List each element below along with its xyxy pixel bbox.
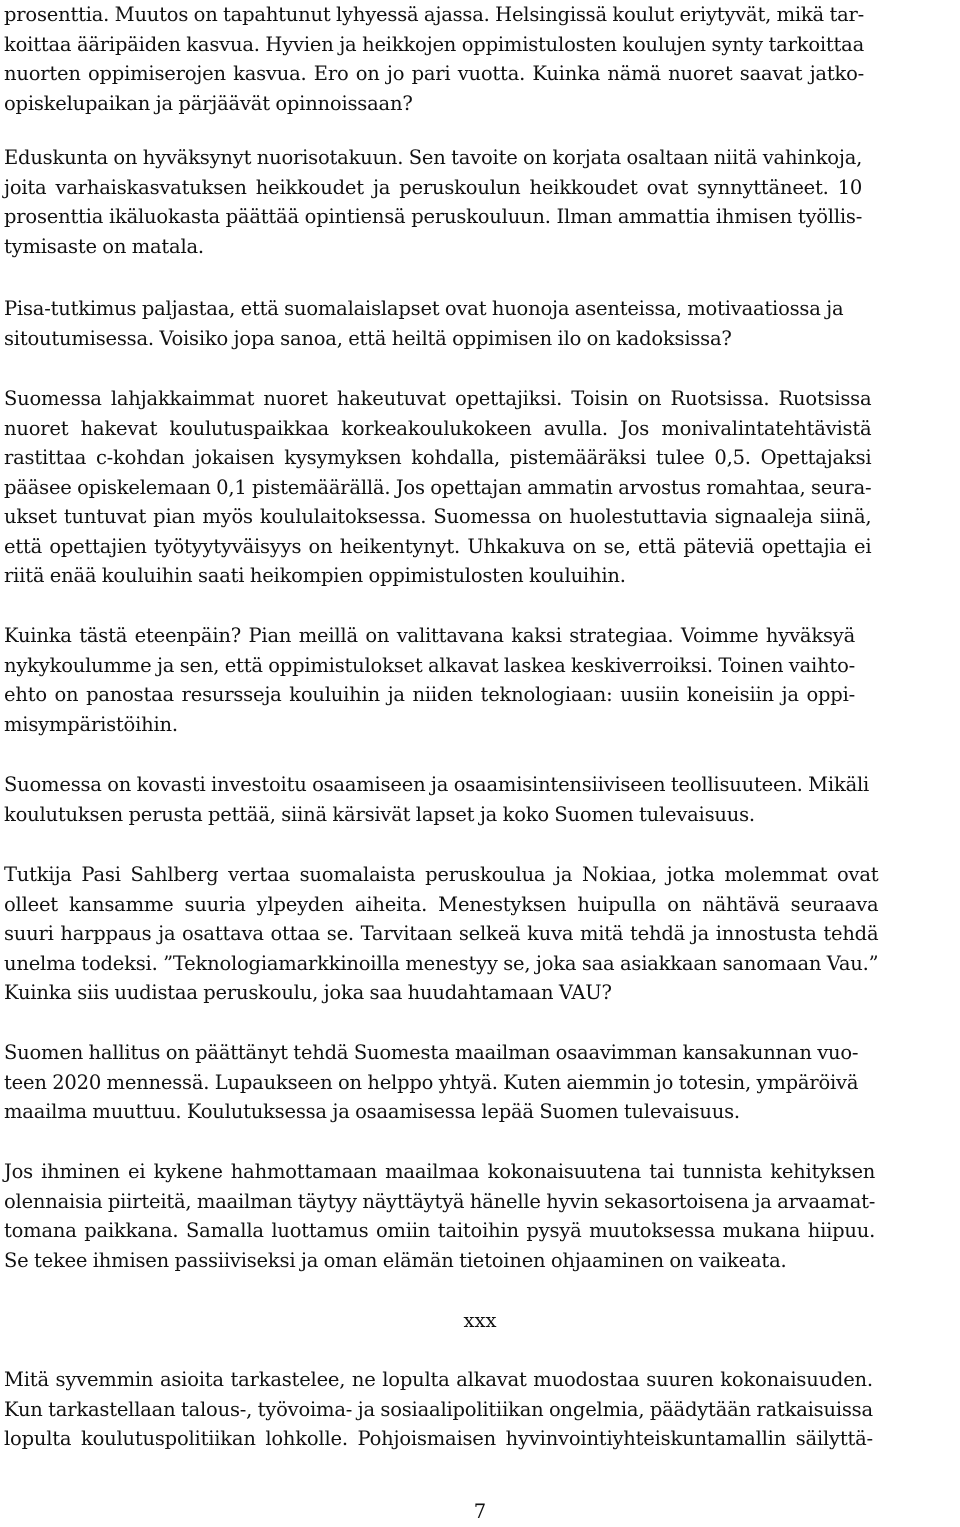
text-line: ehto on panostaa resursseja kouluihin ja niiden teknologiaan: uusiin koneisiin ja oppi- <box>4 683 856 706</box>
text-line: Suomessa on kovasti investoitu osaamiseen ja osaamisintensiiviseen teollisuuteen. Mikäli <box>4 773 870 796</box>
text-line: pääsee opiskelemaan 0,1 pistemäärällä. Jos opettajan ammatin arvostus romahtaa, seura- <box>4 475 872 499</box>
text-line: koulutuksen perusta pettää, siinä kärsivät lapset ja koko Suomen tulevaisuus. <box>4 802 755 826</box>
text-line: sitoutumisessa. Voisiko jopa sanoa, että heiltä oppimisen ilo on kadoksissa? <box>4 326 732 350</box>
text-line: olleet kansamme suuria ylpeyden aiheita. Menestyksen huipulla on nähtävä seuraava <box>4 892 879 916</box>
text-line: rastittaa c-kohdan jokaisen kysymyksen kohdalla, pistemääräksi tulee 0,5. Opettajaksi <box>4 446 872 469</box>
text-line: teen 2020 mennessä. Lupaukseen on helppo yhtyä. Kuten aiemmin jo totesin, ympäröivä <box>4 1070 859 1094</box>
text-line: prosenttia. Muutos on tapahtunut lyhyessä ajassa. Helsingissä koulut eriytyvät, mikä tar- <box>4 3 865 26</box>
text-line: koittaa ääripäiden kasvua. Hyvien ja heikkojen oppimistulosten koulujen synty tarkoittaa <box>4 32 865 56</box>
section-separator: xxx <box>463 1309 497 1332</box>
text-line: ukset tuntuvat pian myös koululaitoksessa. Suomessa on huolestuttavia signaaleja siinä, <box>4 505 872 528</box>
text-line: Kuinka tästä eteenpäin? Pian meillä on valittavana kaksi strategiaa. Voimme hyväksyä <box>4 624 856 647</box>
text-line: joita varhaiskasvatuksen heikkoudet ja peruskoulun heikkoudet ovat synnyttäneet. 10 <box>4 175 863 199</box>
paragraph-8 <box>4 1038 858 1127</box>
paragraph-9 <box>4 1157 875 1275</box>
text-line: opiskelupaikan ja pärjäävät opinnoissaan? <box>4 91 413 115</box>
paragraph-6 <box>4 770 869 829</box>
text-line: Eduskunta on hyväksynyt nuorisotakuun. Sen tavoite on korjata osaltaan niitä vahinkoja, <box>4 146 863 169</box>
text-line: nuoret hakevat koulutuspaikkaa korkeakoulukokeen avulla. Jos monivalintatehtävistä <box>4 416 872 440</box>
paragraph-5 <box>4 621 855 739</box>
text-line: nuorten oppimiserojen kasvua. Ero on jo pari vuotta. Kuinka nämä nuoret saavat jatko- <box>4 62 865 85</box>
text-line: maailma muuttuu. Koulutuksessa ja osaamisessa lepää Suomen tulevaisuus. <box>4 1100 740 1123</box>
text-line: Se tekee ihmisen passiiviseksi ja oman elämän tietoinen ohjaaminen on vaikeata. <box>4 1248 787 1272</box>
text-line: olennaisia piirteitä, maailman täytyy näyttäytyä hänelle hyvin sekasortoisena ja arvaamat- <box>4 1189 876 1213</box>
text-line: Kun tarkastellaan talous-, työvoima- ja sosiaalipolitiikan ongelmia, päädytään ratkaisuissa <box>4 1397 873 1421</box>
text-line: prosenttia ikäluokasta päättää opintiensä peruskouluun. Ilman ammattia ihmisen työllis- <box>4 205 863 228</box>
text-line: suuri harppaus ja osattava ottaa se. Tarvitaan selkeä kuva mitä tehdä ja innostusta tehdä <box>4 922 879 945</box>
text-line: Suomessa lahjakkaimmat nuoret hakeutuvat opettajiksi. Toisin on Ruotsissa. Ruotsissa <box>4 387 872 410</box>
text-line: tymisaste on matala. <box>4 234 204 258</box>
text-line: Tutkija Pasi Sahlberg vertaa suomalaista peruskoulua ja Nokiaa, jotka molemmat ovat <box>4 863 879 886</box>
paragraph-7 <box>4 860 878 1008</box>
text-line: että opettajien työtyytyväisyys on heikentynyt. Uhkakuva on se, että päteviä opettajia ei <box>4 534 872 558</box>
text-line: Mitä syvemmin asioita tarkastelee, ne lopulta alkavat muodostaa suuren kokonaisuuden. <box>4 1368 873 1391</box>
page-number: 7 <box>473 1500 487 1523</box>
text-line: tomana paikkana. Samalla luottamus omiin taitoihin pysyä muutoksessa mukana hiipuu. <box>4 1219 876 1242</box>
text-line: Kuinka siis uudistaa peruskoulu, joka saa huudahtamaan VAU? <box>4 981 612 1004</box>
text-line: Pisa-tutkimus paljastaa, että suomalaislapset ovat huonoja asenteissa, motivaatiossa ja <box>4 297 844 320</box>
paragraph-2 <box>4 143 862 261</box>
text-line: misympäristöihin. <box>4 712 178 736</box>
text-line: lopulta koulutuspolitiikan lohkolle. Pohjoismaisen hyvinvointiyhteiskuntamallin säilyttä- <box>4 1427 873 1450</box>
paragraph-4 <box>4 384 871 591</box>
text-line: Jos ihminen ei kykene hahmottamaan maailmaa kokonaisuutena tai tunnista kehityksen <box>4 1160 876 1183</box>
text-line: Suomen hallitus on päättänyt tehdä Suomesta maailman osaavimman kansakunnan vuo- <box>4 1041 859 1064</box>
text-line: nykykoulumme ja sen, että oppimistulokset alkavat laskea keskiverroiksi. Toinen vaihto- <box>4 653 856 677</box>
paragraph-10 <box>4 1365 873 1454</box>
text-line: riitä enää kouluihin saati heikompien oppimistulosten kouluihin. <box>4 564 626 587</box>
paragraph-1 <box>4 0 864 118</box>
paragraph-3 <box>4 294 843 353</box>
text-line: unelma todeksi. ”Teknologiamarkkinoilla menestyy se, joka saa asiakkaan sanomaan Vau.” <box>4 951 879 975</box>
